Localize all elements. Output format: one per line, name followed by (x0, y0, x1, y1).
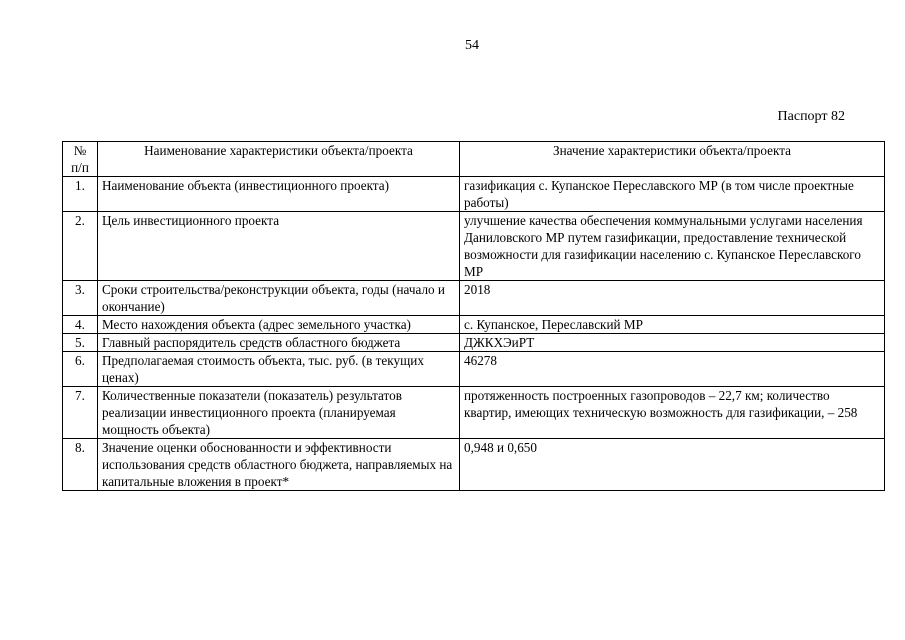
row-value: 0,948 и 0,650 (460, 439, 885, 491)
table-row (63, 439, 885, 491)
table-header-row (63, 142, 885, 177)
row-number: 1. (63, 177, 98, 212)
table-row (63, 177, 885, 212)
row-value: улучшение качества обеспечения коммунальными услугами населения Даниловского МР путем газификации, предоставление технической возможности для газификации населению с. Купанское Переславского МР (460, 212, 885, 281)
page-number: 54 (465, 38, 479, 53)
row-characteristic: Предполагаемая стоимость объекта, тыс. руб. (в текущих ценах) (98, 352, 460, 387)
table-row (63, 334, 885, 352)
row-number: 2. (63, 212, 98, 281)
row-value: 46278 (460, 352, 885, 387)
header-name: Наименование характеристики объекта/проекта (98, 142, 460, 177)
row-characteristic: Место нахождения объекта (адрес земельного участка) (98, 316, 460, 334)
row-value: протяженность построенных газопроводов – 22,7 км; количество квартир, имеющих техническую возможность для газификации, – 258 (460, 387, 885, 439)
row-characteristic: Цель инвестиционного проекта (98, 212, 460, 281)
row-characteristic: Количественные показатели (показатель) результатов реализации инвестиционного проекта (планируемая мощность объекта) (98, 387, 460, 439)
row-value: с. Купанское, Переславский МР (460, 316, 885, 334)
row-number: 5. (63, 334, 98, 352)
passport-table (62, 141, 885, 491)
passport-label: Паспорт 82 (777, 109, 845, 124)
table-row (63, 352, 885, 387)
table-row (63, 281, 885, 316)
row-number: 7. (63, 387, 98, 439)
row-value: ДЖКХЭиРТ (460, 334, 885, 352)
row-number: 3. (63, 281, 98, 316)
header-value: Значение характеристики объекта/проекта (460, 142, 885, 177)
table-row (63, 212, 885, 281)
row-characteristic: Главный распорядитель средств областного бюджета (98, 334, 460, 352)
row-characteristic: Сроки строительства/реконструкции объекта, годы (начало и окончание) (98, 281, 460, 316)
row-number: 8. (63, 439, 98, 491)
table-row (63, 387, 885, 439)
row-number: 6. (63, 352, 98, 387)
row-number: 4. (63, 316, 98, 334)
header-num: № п/п (63, 142, 98, 177)
row-value: газификация с. Купанское Переславского МР (в том числе проектные работы) (460, 177, 885, 212)
row-characteristic: Наименование объекта (инвестиционного проекта) (98, 177, 460, 212)
row-characteristic: Значение оценки обоснованности и эффективности использования средств областного бюджета, направляемых на капитальные вложения в проект* (98, 439, 460, 491)
row-value: 2018 (460, 281, 885, 316)
table-row (63, 316, 885, 334)
